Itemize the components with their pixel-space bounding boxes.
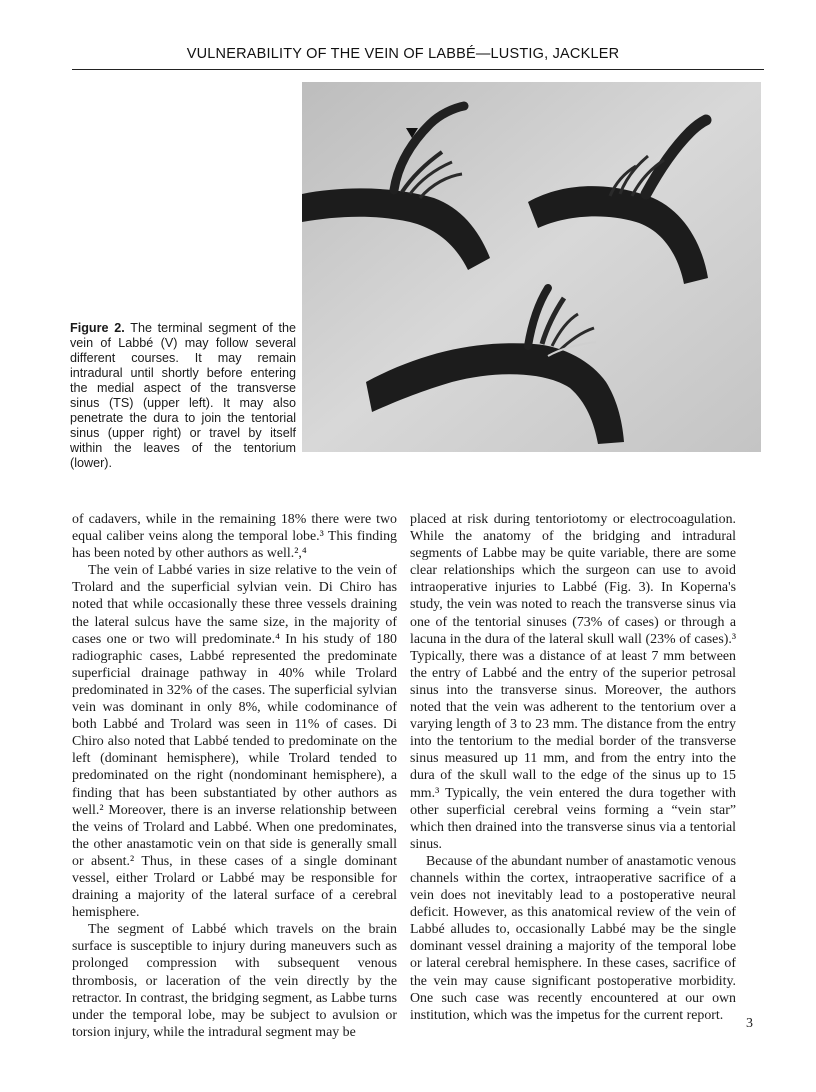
left-paragraph-1: of cadavers, while in the remaining 18% there were two equal caliber veins along the temporal lobe.³ This finding has been noted by other authors as well.²,⁴	[72, 512, 397, 562]
running-header: VULNERABILITY OF THE VEIN OF LABBÉ—LUSTIG, JACKLER	[186, 46, 620, 62]
figure-2-image	[302, 82, 761, 452]
right-column	[410, 511, 736, 1024]
vein-cast-photograph	[302, 82, 761, 452]
page-number: 3	[746, 1016, 753, 1031]
header-rule	[72, 69, 764, 70]
left-paragraph-2: The vein of Labbé varies in size relative to the vein of Trolard and the superficial sylvian vein. Di Chiro has noted that while occasionally these three vessels draining the lateral sulcus have the same size, in the majority of cases one or two will predominate.⁴ In his study of 180 radiographic cases, Labbé represented the predominate superficial drainage pathway in 40% while Trolard predominated in 32% of the cases. The superficial sylvian vein was dominant in only 8%, while codominance of both Labbé and Trolard was seen in 11% of cases. Di Chiro also noted that Labbé tended to predominate on the left (dominant hemisphere), while Trolard tended to predominated on the right (nondominant hemisphere), a finding that has been substantiated by other authors as well.² Moreover, there is an inverse relationship between the veins of Trolard and Labbé. When one predominates, the other anastamotic vein on that side is generally small or absent.² Thus, in these cases of a single dominant vessel, either Trolard or Labbé may be responsible for draining a majority of the lateral surface of a cerebral hemisphere.	[72, 563, 397, 921]
figure-label: Figure 2.	[70, 321, 125, 335]
left-column	[72, 511, 397, 1041]
figure-caption	[70, 321, 296, 471]
right-paragraph-2: Because of the abundant number of anastamotic venous channels within the cortex, intraoperative sacrifice of a vein does not inevitably lead to a postoperative neural deficit. However, as this anatomical review of the vein of Labbé alludes to, occasionally Labbé may be the single dominant vessel draining a majority of the temporal lobe or lateral cerebral hemisphere. In these cases, sacrifice of the vein may cause significant postoperative morbidity. One such case was recently encountered at our own institution, which was the impetus for the current report.	[410, 853, 736, 1023]
figure-caption-text: The terminal segment of the vein of Labbé (V) may follow several different courses. It may remain intradural until shortly before entering the medial aspect of the transverse sinus (TS) (upper left). It may also penetrate the dura to join the tentorial sinus (upper right) or travel by itself within the leaves of the tentorium (lower).	[70, 321, 297, 470]
left-paragraph-3: The segment of Labbé which travels on the brain surface is susceptible to injury during maneuvers such as prolonged compression with subsequent venous thrombosis, or laceration of the vein directly by the retractor. In contrast, the bridging segment, as Labbe turns under the temporal lobe, may be subject to avulsion or torsion injury, while the intradural segment may be	[72, 922, 397, 1040]
right-paragraph-1: placed at risk during tentoriotomy or electrocoagulation. While the anatomy of the bridging and intradural segments of Labbe may be quite variable, there are some clear relationships which the surgeon can use to avoid intraoperative injuries to Labbé (Fig. 3). In Koperna's study, the vein was noted to reach the transverse sinus via one of the tentorial sinuses (73% of cases) or through a lacuna in the dura of the lateral skull wall (23% of cases).³ Typically, there was a distance of at least 7 mm between the entry of Labbé and the entry of the superior petrosal sinus into the transverse sinus. Moreover, the authors noted that the vein was adherent to the tentorium over a varying length of 3 to 23 mm. The distance from the entry into the tentorium to the medial border of the transverse sinus measured up 11 mm, and from the entry into the dura of the skull wall to the edge of the sinus up to 15 mm.³ Typically, the vein entered the dura together with other superficial cerebral veins forming a “vein star” which then drained into the transverse sinus via a tentorial sinus.	[410, 512, 736, 852]
